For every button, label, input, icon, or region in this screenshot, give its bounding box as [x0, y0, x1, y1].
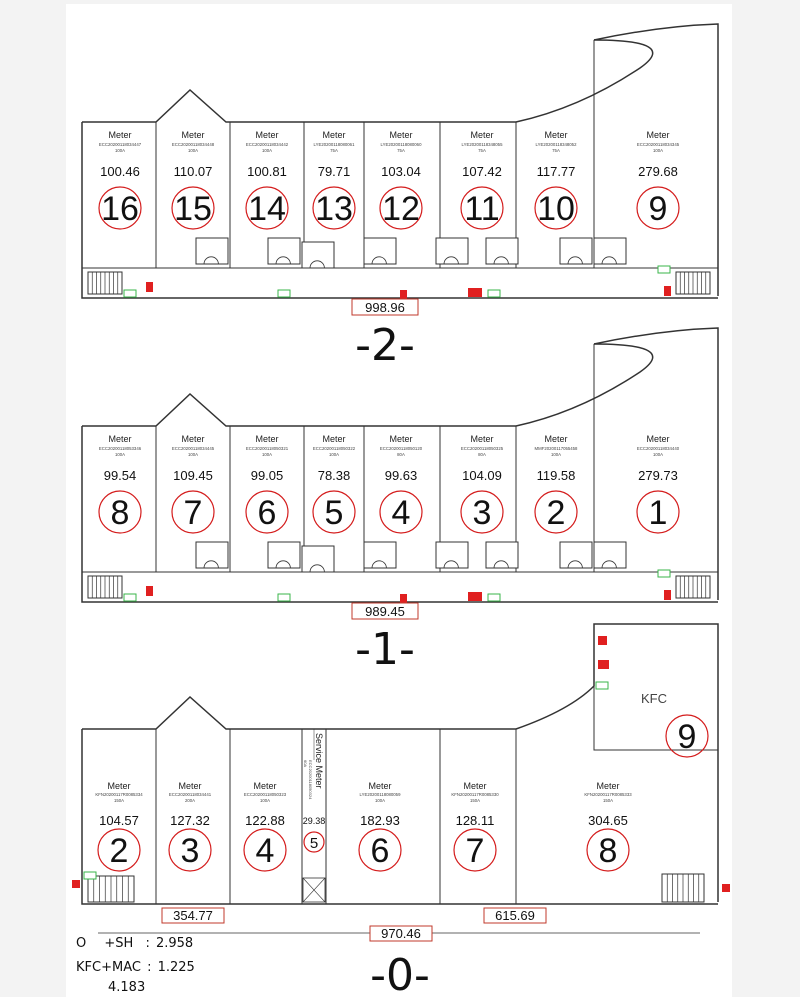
meter-amps: 100A	[187, 452, 199, 457]
meter-title: Meter	[108, 130, 132, 140]
unit-area: 99.63	[384, 468, 418, 483]
unit-number: 2	[546, 494, 566, 532]
unit-number: 4	[255, 832, 275, 870]
restroom-box	[436, 542, 468, 568]
restroom-box	[594, 542, 626, 568]
unit-number: 12	[382, 190, 420, 228]
meter-id: ECC20200118050325	[460, 446, 504, 451]
restroom-box	[302, 546, 334, 572]
unit-area: 100.46	[100, 164, 140, 179]
kfc-label: KFC	[641, 691, 667, 706]
meter-id: ECC20200118050322	[312, 446, 356, 451]
exit-sign-icon	[488, 290, 500, 297]
unit-number: 5	[309, 835, 319, 852]
unit-number: 7	[465, 832, 485, 870]
unit-number: 3	[180, 832, 200, 870]
meter-id: ECC20200118034442	[245, 142, 289, 147]
meter-title: Meter	[181, 434, 205, 444]
meter-title: Meter	[181, 130, 205, 140]
exit-sign-icon	[658, 570, 670, 577]
meter-title: Meter	[255, 434, 279, 444]
unit-area: 107.42	[462, 164, 502, 179]
legend-value: 1.225	[157, 960, 195, 975]
restroom-box	[302, 242, 334, 268]
meter-id: KFN20200117R0085334	[95, 792, 143, 797]
floor-label: -2-	[355, 320, 415, 371]
unit-area: 104.09	[462, 468, 502, 483]
meter-amps: 80A	[397, 452, 405, 457]
legend-colon: :	[147, 960, 152, 975]
unit-area: 79.71	[317, 164, 351, 179]
meter-title: Meter	[178, 781, 202, 791]
grand-total: 4.183	[108, 980, 146, 995]
floor-label: -1-	[355, 624, 415, 675]
legend-value: 2.958	[155, 936, 194, 951]
meter-amps: 80A	[478, 452, 486, 457]
unit-area: 279.73	[638, 468, 678, 483]
floor-label: -0-	[370, 950, 430, 997]
meter-amps: 150A	[469, 798, 481, 803]
meter-amps: 100A	[187, 148, 199, 153]
unit-area: 279.68	[638, 164, 678, 179]
unit-area: 99.54	[103, 468, 137, 483]
meter-amps: 100A	[550, 452, 562, 457]
unit-number: 7	[183, 494, 203, 532]
restroom-box	[486, 238, 518, 264]
unit-area: 78.38	[317, 468, 351, 483]
meter-amps: 150A	[602, 798, 614, 803]
meter-amps: 100A	[261, 452, 273, 457]
meter-amps: 100A	[328, 452, 340, 457]
exit-sign-icon	[84, 872, 96, 879]
fire-extinguisher-icon	[146, 282, 153, 292]
unit-area: 29.38	[302, 816, 326, 826]
restroom-box	[268, 542, 300, 568]
meter-amps: 75A	[552, 148, 560, 153]
kfc-number: 9	[677, 718, 697, 756]
unit-number: 6	[257, 494, 277, 532]
meter-title: Meter	[108, 434, 132, 444]
meter-amps: 100A	[374, 798, 386, 803]
meter-title: Meter	[470, 434, 494, 444]
meter-amps: 100A	[652, 148, 664, 153]
restroom-box	[560, 238, 592, 264]
exit-sign-icon	[278, 594, 290, 601]
legend-row-o-sh	[76, 936, 193, 951]
meter-id: ECC20200118050321	[245, 446, 289, 451]
meter-title: Meter	[463, 781, 487, 791]
unit-number: 13	[315, 190, 353, 228]
restroom-box	[268, 238, 300, 264]
unit-number: 9	[648, 190, 668, 228]
unit-number: 1	[648, 494, 668, 532]
meter-id: LYE20200118080061	[313, 142, 355, 147]
unit-number: 6	[370, 832, 390, 870]
unit-area: 304.65	[588, 813, 628, 828]
meter-amps: 100A	[259, 798, 271, 803]
meter-id: LYE20200118348052	[535, 142, 577, 147]
meter-amps: 60A	[303, 760, 308, 768]
unit-area: 100.81	[247, 164, 287, 179]
fire-alarm-icon	[72, 880, 80, 888]
meter-title: Meter	[646, 130, 670, 140]
unit-area: 128.11	[455, 813, 495, 828]
meter-id: LYE20200118080059	[359, 792, 401, 797]
restroom-box	[594, 238, 626, 264]
restroom-box	[486, 542, 518, 568]
meter-amps: 100A	[114, 148, 126, 153]
floor-total: 970.46	[381, 926, 421, 941]
restroom-box	[560, 542, 592, 568]
meter-title: Meter	[368, 781, 392, 791]
unit-area: 104.57	[99, 813, 139, 828]
meter-amps: 150A	[113, 798, 125, 803]
meter-amps: 100A	[114, 452, 126, 457]
floor-total: 989.45	[365, 604, 405, 619]
meter-id: LYE20200118080060	[380, 142, 422, 147]
meter-amps: 200A	[184, 798, 196, 803]
restroom-box	[196, 542, 228, 568]
meter-id: LYE20200118348055	[461, 142, 503, 147]
floor-total: 998.96	[365, 300, 405, 315]
unit-area: 103.04	[381, 164, 421, 179]
unit-area: 109.45	[173, 468, 213, 483]
fire-alarm-icon	[468, 288, 482, 297]
restroom-box	[364, 542, 396, 568]
meter-id: ECC20200118034447	[98, 142, 142, 147]
meter-id: ECC20200118050324	[308, 760, 313, 800]
fire-alarm-icon	[468, 592, 482, 601]
unit-number: 14	[248, 190, 286, 228]
meter-id: ECC20200118034345	[636, 142, 680, 147]
fire-extinguisher-icon	[664, 590, 671, 600]
meter-title: Meter	[544, 130, 568, 140]
meter-title: Meter	[255, 130, 279, 140]
meter-id: ECC20200118050120	[379, 446, 423, 451]
exit-sign-icon	[124, 594, 136, 601]
legend-suffix: +SH	[104, 936, 134, 951]
unit-number: 4	[391, 494, 411, 532]
unit-number: 2	[109, 832, 129, 870]
meter-id: ECC20200118034445	[171, 446, 215, 451]
unit-number: 3	[472, 494, 492, 532]
unit-number: 16	[101, 190, 139, 228]
exit-sign-icon	[596, 682, 608, 689]
meter-id: ECC20200118053346	[98, 446, 142, 451]
fire-alarm-icon	[722, 884, 730, 892]
meter-id: ECC20200118034448	[171, 142, 215, 147]
meter-id: KFN20200117R0085330	[451, 792, 499, 797]
exit-sign-icon	[124, 290, 136, 297]
unit-area: 119.58	[536, 468, 576, 483]
meter-title: Meter	[646, 434, 670, 444]
exit-sign-icon	[488, 594, 500, 601]
meter-amps: 75A	[478, 148, 486, 153]
fire-extinguisher-icon	[146, 586, 153, 596]
meter-id: KFN20200117R0085333	[584, 792, 632, 797]
restroom-box	[364, 238, 396, 264]
subtotal-right: 615.69	[495, 908, 535, 923]
unit-area: 182.93	[360, 813, 400, 828]
legend-colon: :	[145, 936, 150, 951]
fire-extinguisher-icon	[598, 660, 609, 669]
unit-number: 11	[464, 190, 500, 228]
meter-title: Meter	[322, 130, 346, 140]
unit-area: 127.32	[170, 813, 210, 828]
fire-extinguisher-icon	[664, 286, 671, 296]
meter-id: MMF20200117055458	[534, 446, 578, 451]
unit-area: 99.05	[250, 468, 284, 483]
meter-id: ECC20200118050323	[243, 792, 287, 797]
meter-id: ECC20200118034440	[636, 446, 680, 451]
unit-number: 10	[537, 190, 575, 228]
meter-title: Meter	[544, 434, 568, 444]
unit-number: 15	[174, 190, 212, 228]
legend-name: KFC+MAC	[76, 960, 141, 975]
unit-number: 8	[598, 832, 618, 870]
subtotal-left: 354.77	[173, 908, 213, 923]
unit-number: 5	[324, 494, 344, 532]
meter-title: Meter	[389, 130, 413, 140]
legend-name: O	[76, 936, 87, 951]
restroom-box	[436, 238, 468, 264]
meter-title: Meter	[107, 781, 131, 791]
unit-area: 110.07	[173, 164, 213, 179]
meter-title: Meter	[389, 434, 413, 444]
meter-title: Meter	[470, 130, 494, 140]
meter-amps: 100A	[261, 148, 273, 153]
meter-title: Meter	[596, 781, 620, 791]
meter-amps: 75A	[397, 148, 405, 153]
meter-title: Meter	[322, 434, 346, 444]
exit-sign-icon	[278, 290, 290, 297]
meter-amps: 100A	[652, 452, 664, 457]
unit-number: 8	[110, 494, 130, 532]
meter-title: Meter	[253, 781, 277, 791]
legend-row-kfc-mac	[76, 960, 195, 975]
exit-sign-icon	[658, 266, 670, 273]
service-meter-title: Service Meter	[314, 733, 324, 789]
restroom-box	[196, 238, 228, 264]
meter-amps: 75A	[330, 148, 338, 153]
meter-id: ECC20200118034441	[168, 792, 212, 797]
unit-area: 122.88	[245, 813, 285, 828]
unit-area: 117.77	[536, 164, 576, 179]
fire-alarm-icon	[598, 636, 607, 645]
